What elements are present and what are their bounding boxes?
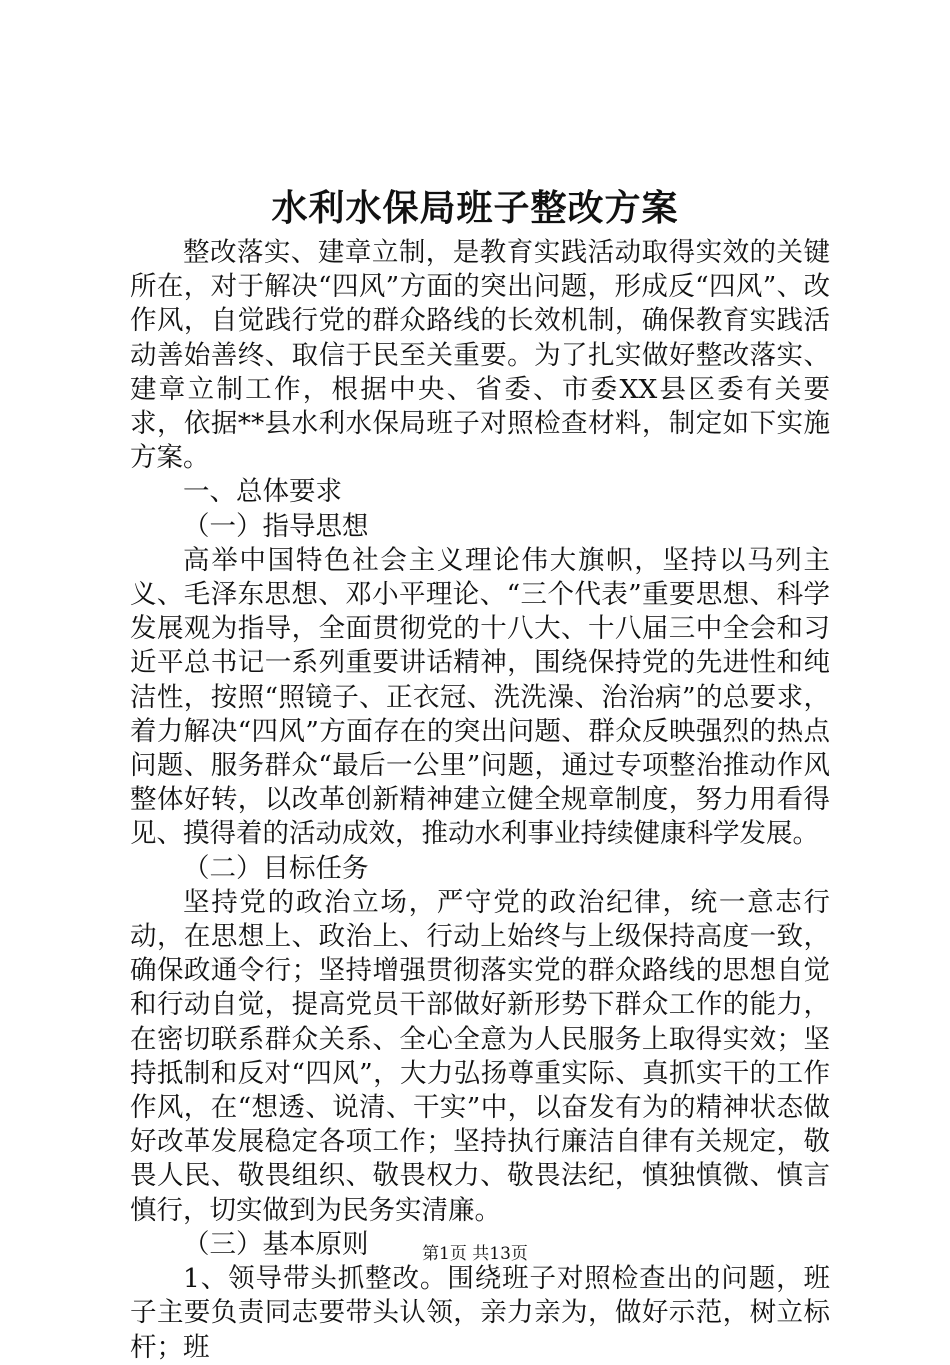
guiding-ideology-paragraph: 高举中国特色社会主义理论伟大旗帜，坚持以马列主义、毛泽东思想、邓小平理论、“三个代表”重要思想、科学发展观为指导，全面贯彻党的十八大、十八届三中全会和习近平总书记一系列重要讲话精神，围绕保持党的先进性和纯洁性，按照“照镜子、正衣冠、洗洗澡、治治病”的总要求，着力解决“四风”方面存在的突出问题、群众反映强烈的热点问题、服务群众“最后一公里”问题，通过专项整治推动作风整体好转，以改革创新精神建立健全规章制度，努力用看得见、摸得着的活动成效，推动水利事业持续健康科学发展。 [130,544,830,850]
principle-1-paragraph: 1、领导带头抓整改。围绕班子对照检查出的问题，班子主要负责同志要带头认领，亲力亲为，做好示范，树立标杆；班 [130,1263,830,1363]
subsection-heading-objectives: （二）目标任务 [183,852,369,884]
document-title: 水利水保局班子整改方案 [271,187,679,229]
page-footer: 第1页 共13页 [422,1244,528,1264]
intro-paragraph: 整改落实、建章立制，是教育实践活动取得实效的关键所在，对于解决“四风”方面的突出问题，形成反“四风”、改作风，自觉践行党的群众路线的长效机制，确保教育实践活动善始善终、取信于民至关重要。为了扎实做好整改落实、建章立制工作，根据中央、省委、市委XX县区委有关要求，依据**县水利水保局班子对照检查材料，制定如下实施方案。 [130,237,830,474]
document-body [130,236,830,1365]
subsection-heading-guiding-ideology: （一）指导思想 [183,510,369,542]
section-heading-general-requirements: 一、总体要求 [183,476,342,508]
subsection-heading-basic-principles: （三）基本原则 [183,1228,369,1260]
objectives-paragraph: 坚持党的政治立场，严守党的政治纪律，统一意志行动，在思想上、政治上、行动上始终与上级保持高度一致，确保政通令行；坚持增强贯彻落实党的群众路线的思想自觉和行动自觉，提高党员干部做好新形势下群众工作的能力，在密切联系群众关系、全心全意为人民服务上取得实效；坚持抵制和反对“四风”，大力弘扬尊重实际、真抓实干的工作作风，在“想透、说清、干实”中，以奋发有为的精神状态做好改革发展稳定各项工作；坚持执行廉洁自律有关规定，敬畏人民、敬畏组织、敬畏权力、敬畏法纪，慎独慎微、慎言慎行，切实做到为民务实清廉。 [130,886,830,1226]
